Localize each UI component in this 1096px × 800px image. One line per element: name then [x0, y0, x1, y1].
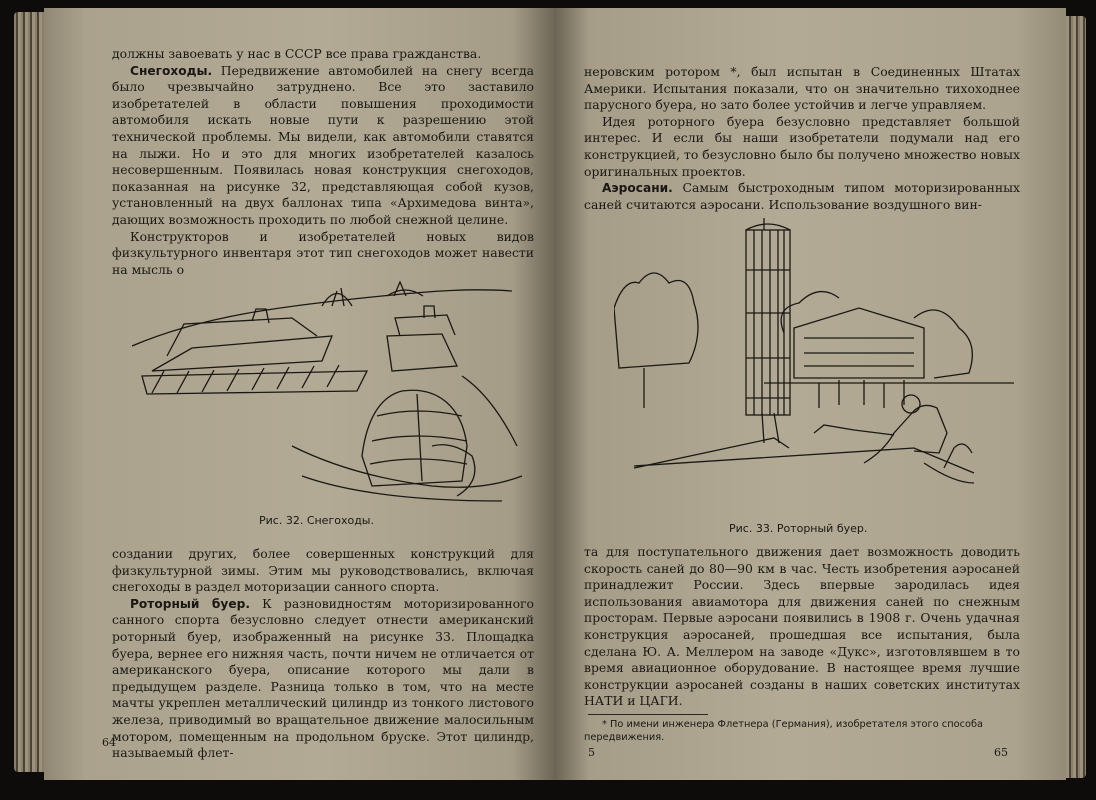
left-page-number: 64 — [102, 736, 116, 749]
left-paragraph-2-body: Передвижение автомобилей на снегу всегда было чрезвычайно затруднено. Все это заставило изобретателей в области повышения проходимости автомобиля искать новые пути к разрешению этой технической проблемы. Мы видели, как автомобили ставятся на лыжи. Но и это для многих изобретателей казалось несовершенным. Появилась новая конструкция снегоходов, показанная на рисунке 32, представляющая собой кузов, установленный на двух баллонах типа «Архимедова винта», дающих возможность проходить по любой снежной целине. — [112, 62, 534, 227]
right-paragraph-3-body: Самым быстроходным типом моторизированных саней считаются аэросани. Использование воздушного вин- — [584, 180, 1020, 212]
snowmobiles-illustration — [132, 276, 532, 508]
section-heading-snegokhody: Снегоходы. — [130, 63, 213, 78]
section-heading-rotorny-buer: Роторный буер. — [130, 596, 250, 611]
left-paragraph-3: Конструкторов и изобретателей новых видов физкультурного инвентаря этот тип снегоходов может навести на мысль о — [112, 228, 534, 277]
figure-33-caption: Рис. 33. Роторный буер. — [729, 522, 868, 535]
left-page — [44, 8, 554, 780]
right-paragraph-3 — [584, 180, 1020, 213]
footnote: * По имени инженера Флетнера (Германия), изобретателя этого способа передвижения. — [584, 719, 984, 743]
right-page-number: 65 — [994, 746, 1008, 759]
footnote-rule — [588, 714, 708, 715]
left-text-bottom — [112, 546, 534, 762]
right-text-bottom — [584, 544, 1020, 710]
left-text-top — [112, 46, 534, 278]
right-paragraph-4: та для поступательного движения дает возможность доводить скорость саней до 80—90 км в час. Честь изобретения аэросаней принадлежит России. Здесь впервые зародилась идея использования авиамотора для движения саней по снежным просторам. Первые аэросани появились в 1908 г. Очень удачная конструкция аэросаней, прошедшая все испытания, была сделана Ю. А. Меллером на заводе «Дукс», изготовлявшем в то время авиационное оборудование. В настоящее время лучшие конструкции аэросаней созданы в наших советских институтах НАТИ и ЦАГИ. — [584, 544, 1020, 709]
right-paragraph-1: неровским ротором *, был испытан в Соединенных Штатах Америки. Испытания показали, что он значительно тихоходнее парусного буера, но зато более устойчив и легче управляем. — [584, 64, 1020, 113]
right-text-top — [584, 64, 1020, 213]
left-paragraph-5-body: К разновидностям моторизированного санного спорта безусловно следует отнести американский роторный буер, изображенный на рисунке 33. Площадка буера, вернее его нижняя часть, почти ничем не отличается от американского буера, описание которого мы дали в предыдущем разделе. Разница только в том, что на месте мачты укреплен металлический цилиндр из тонкого листового железа, приводимый во вращательное движение малосильным мотором, помещенным на продольном бруске. Этот цилиндр, называемый флет- — [112, 595, 535, 761]
section-heading-aerosani: Аэросани. — [602, 181, 673, 196]
left-paragraph-4: создании других, более совершенных конструкций для физкультурной зимы. Этим мы руководствовались, включая снегоходы в раздел моторизации санного спорта. — [112, 546, 534, 595]
figure-32-caption: Рис. 32. Снегоходы. — [259, 514, 374, 527]
rotor-iceboat-illustration — [614, 218, 1014, 518]
right-paragraph-2: Идея роторного буера безусловно представляет большой интерес. И если бы наши изобретатели подумали над его конструкцией, то безусловно было бы получено множество новых оригинальных проектов. — [584, 113, 1020, 179]
left-paragraph-1: должны завоевать у нас в СССР все права гражданства. — [112, 46, 482, 61]
left-paragraph-5 — [112, 596, 534, 762]
left-paragraph-2 — [112, 63, 534, 229]
right-page — [554, 8, 1066, 780]
signature-mark: 5 — [588, 746, 595, 759]
